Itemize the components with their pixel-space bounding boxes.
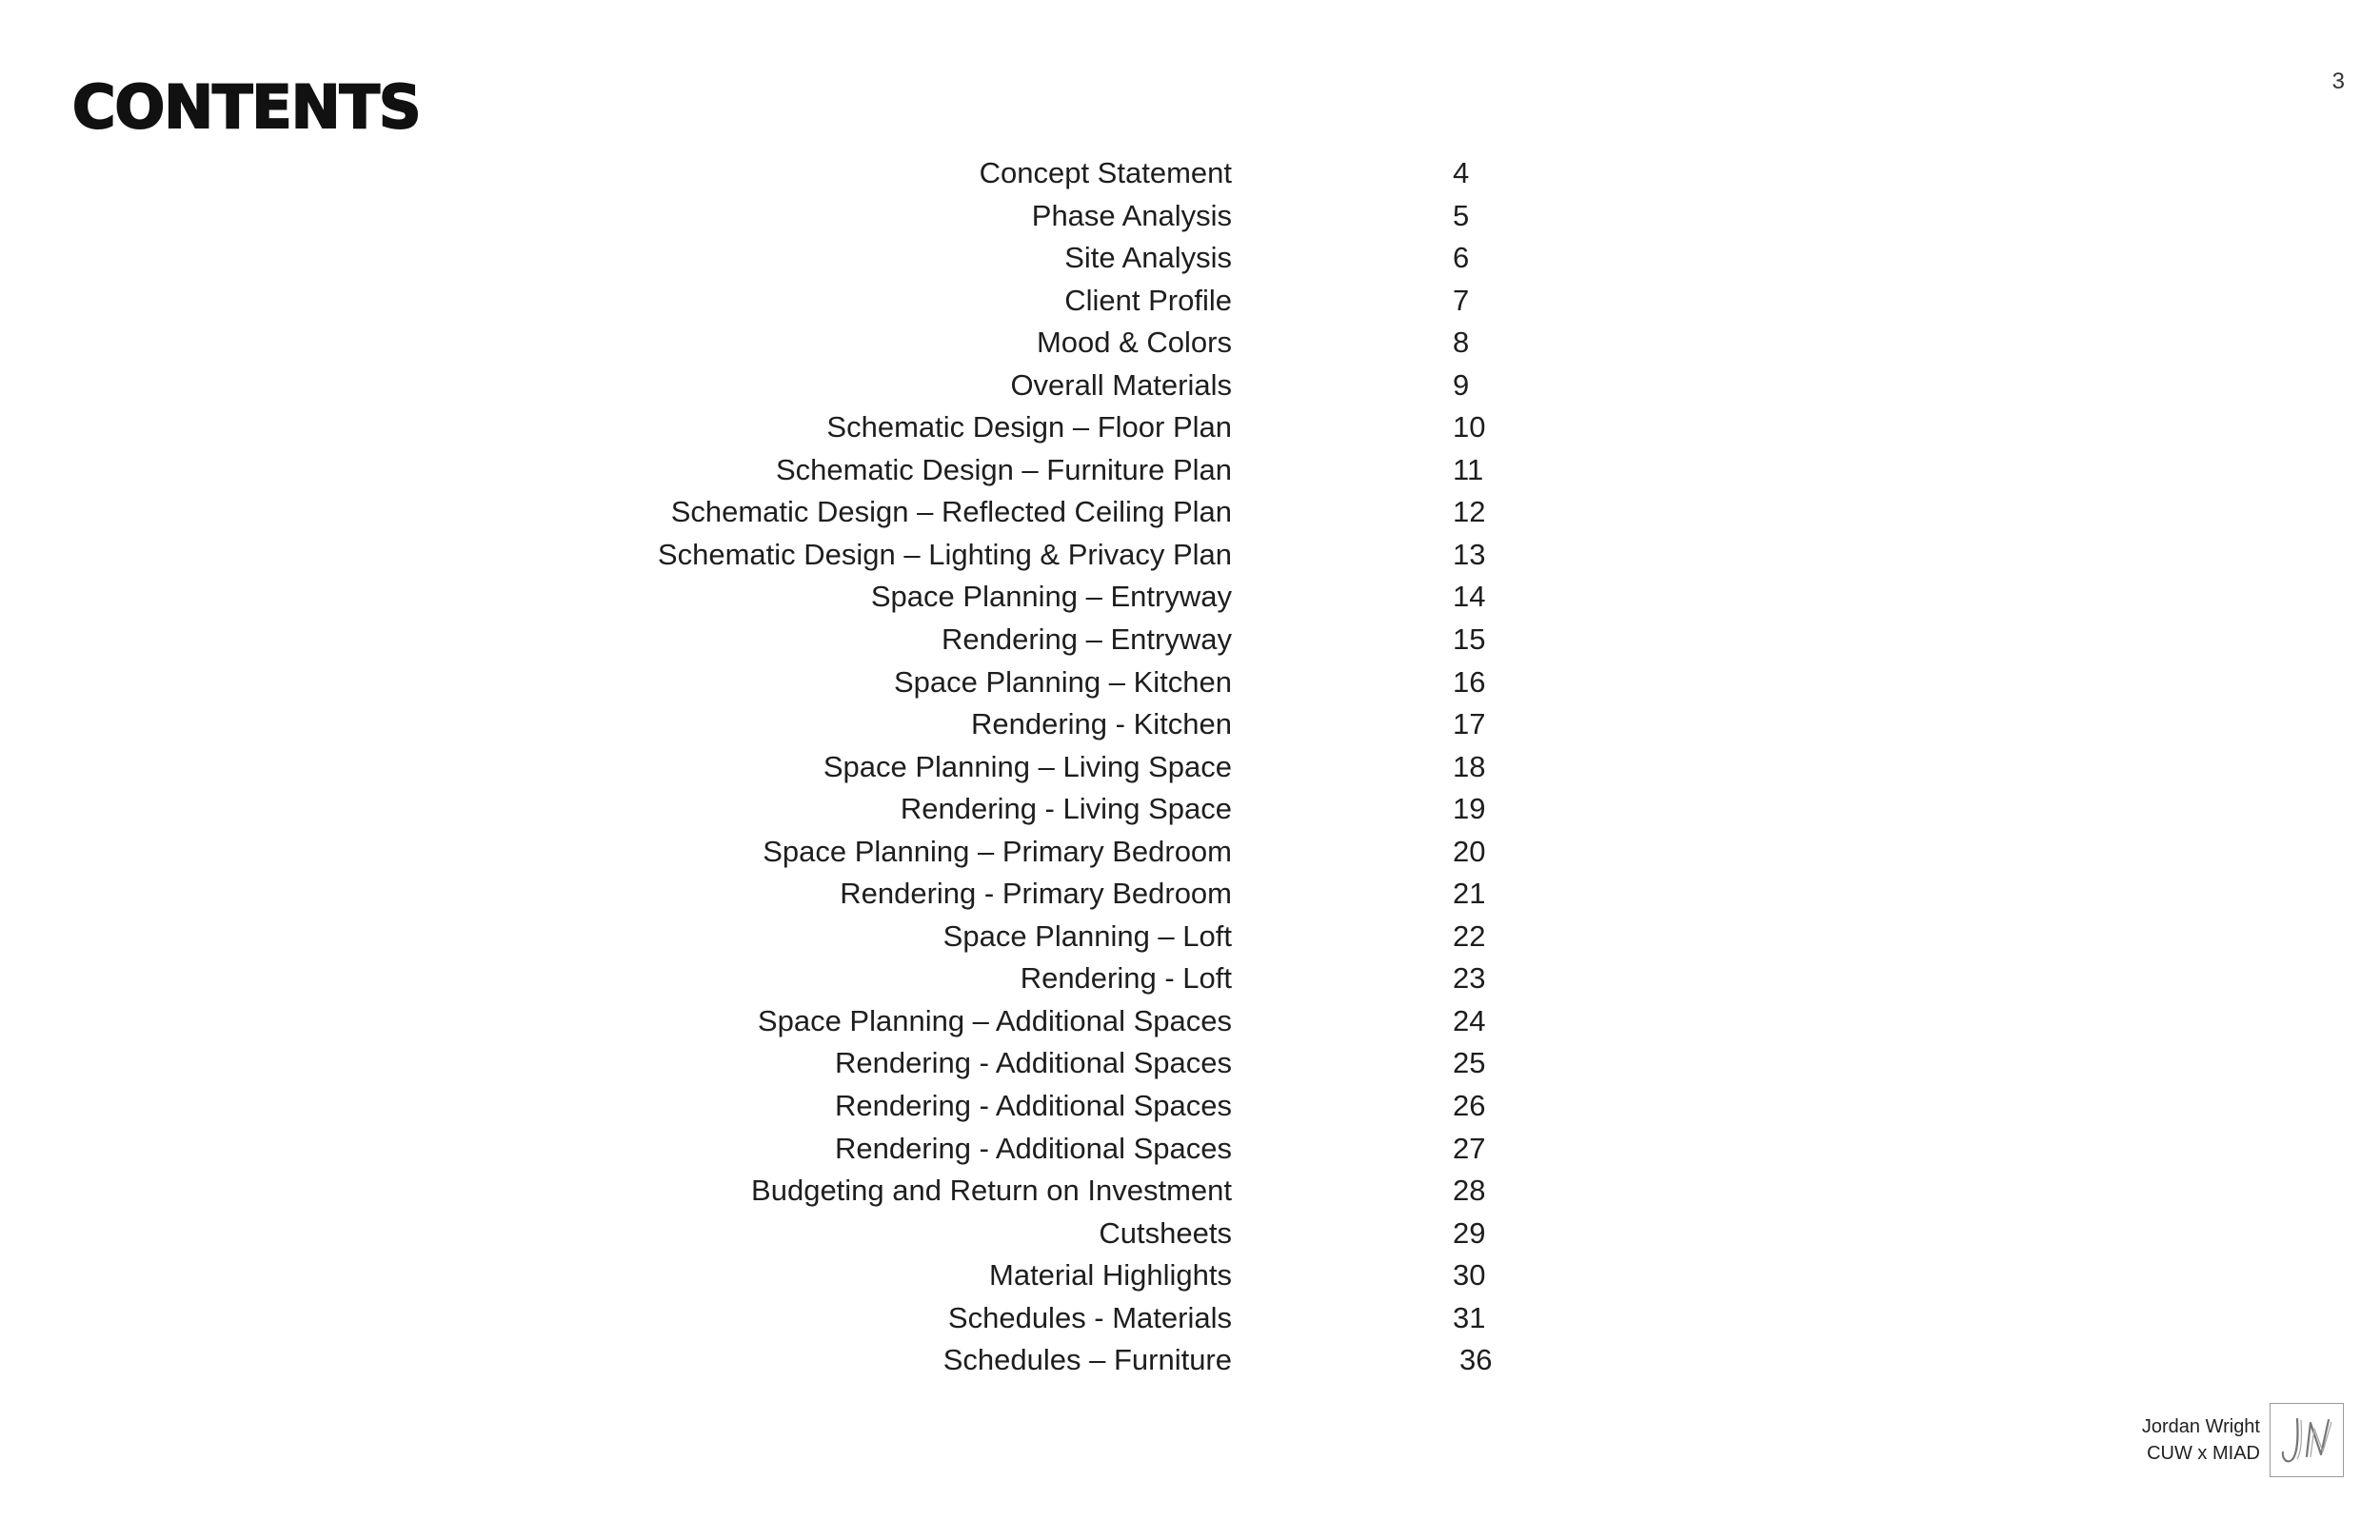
toc-entry-page: 13 [1453,537,1486,571]
toc-entry[interactable] [0,280,1618,323]
toc-entry[interactable] [0,1042,1618,1085]
toc-entry-page: 28 [1453,1174,1486,1208]
toc-entry-label: Concept Statement [979,156,1232,189]
toc-entry-page: 10 [1453,410,1486,444]
toc-entry-label: Rendering - Primary Bedroom [840,877,1232,911]
toc-entry-page: 25 [1453,1046,1486,1080]
toc-entry-page: 9 [1453,367,1470,402]
toc-entry-label: Budgeting and Return on Investment [751,1174,1232,1208]
toc-entry-page: 20 [1453,834,1486,868]
toc-entry-label: Rendering - Additional Spaces [834,1046,1232,1080]
toc-entry-label: Cutsheets [1099,1215,1232,1250]
toc-entry-label: Rendering - Additional Spaces [834,1131,1232,1165]
page-number: 3 [2331,69,2345,94]
toc-entry[interactable] [0,916,1618,958]
toc-entry-label: Schedules – Furniture [942,1343,1232,1377]
affiliation: CUW x MIAD [2147,1443,2260,1464]
table-of-contents [0,152,1618,1382]
toc-entry[interactable] [0,576,1618,619]
toc-entry-label: Space Planning – Loft [942,918,1232,953]
toc-entry[interactable] [0,1254,1618,1297]
toc-entry[interactable] [0,873,1618,916]
toc-entry-page: 31 [1453,1300,1486,1334]
toc-entry-page: 22 [1453,918,1486,953]
toc-entry-page: 21 [1453,877,1486,911]
toc-entry-label: Material Highlights [989,1258,1232,1293]
toc-entry-page: 29 [1453,1215,1486,1250]
toc-entry[interactable] [0,788,1618,831]
toc-entry[interactable] [0,195,1618,238]
toc-entry-label: Rendering - Living Space [900,792,1232,826]
toc-entry[interactable] [0,1000,1618,1043]
footer-credits [2142,1413,2260,1467]
toc-entry-page: 23 [1453,961,1486,996]
toc-entry[interactable] [0,1170,1618,1213]
jw-monogram-icon [2270,1403,2344,1477]
toc-entry-label: Space Planning – Primary Bedroom [763,834,1232,868]
toc-entry-page: 4 [1453,156,1470,189]
toc-entry-page: 15 [1453,622,1486,657]
toc-entry-page: 24 [1453,1003,1486,1037]
toc-entry-label: Phase Analysis [1031,198,1232,232]
toc-entry[interactable] [0,746,1618,789]
toc-entry-page: 7 [1453,283,1470,317]
toc-entry[interactable] [0,449,1618,492]
toc-entry[interactable] [0,1339,1618,1382]
toc-entry-page: 5 [1453,198,1470,232]
footer [2142,1401,2344,1479]
toc-entry-label: Space Planning – Additional Spaces [757,1003,1232,1037]
toc-entry[interactable] [0,237,1618,280]
toc-entry[interactable] [0,831,1618,874]
toc-entry-label: Site Analysis [1064,241,1232,275]
toc-entry[interactable] [0,1297,1618,1340]
toc-entry-label: Mood & Colors [1036,326,1232,360]
toc-entry-page: 36 [1459,1343,1493,1377]
page-title: CONTENTS [72,72,421,142]
toc-entry-page: 6 [1453,241,1470,275]
toc-entry-label: Schematic Design – Floor Plan [826,410,1232,444]
toc-entry-page: 16 [1453,664,1486,699]
toc-entry-label: Space Planning – Entryway [870,580,1232,614]
toc-entry-page: 30 [1453,1258,1486,1293]
toc-entry-label: Rendering - Additional Spaces [834,1089,1232,1123]
toc-entry[interactable] [0,322,1618,365]
toc-entry[interactable] [0,661,1618,704]
toc-entry[interactable] [0,365,1618,407]
toc-entry-page: 12 [1453,495,1486,529]
toc-entry[interactable] [0,406,1618,449]
toc-entry-page: 27 [1453,1131,1486,1165]
toc-entry-label: Space Planning – Kitchen [893,664,1232,699]
toc-entry-label: Client Profile [1064,283,1232,317]
toc-entry-page: 11 [1453,452,1484,486]
toc-entry-page: 19 [1453,792,1486,826]
toc-entry-page: 18 [1453,749,1486,783]
toc-entry[interactable] [0,1213,1618,1255]
toc-entry-page: 8 [1453,326,1470,360]
toc-entry-label: Overall Materials [1010,367,1232,402]
toc-entry-label: Schematic Design – Reflected Ceiling Plan [670,495,1232,529]
toc-entry[interactable] [0,958,1618,1000]
toc-entry[interactable] [0,703,1618,746]
toc-entry-label: Space Planning – Living Space [823,749,1232,783]
toc-entry[interactable] [0,619,1618,661]
toc-entry-label: Schedules - Materials [947,1300,1232,1334]
toc-entry[interactable] [0,491,1618,534]
toc-entry[interactable] [0,1085,1618,1128]
toc-entry-label: Rendering - Kitchen [971,707,1232,741]
toc-entry-page: 26 [1453,1089,1486,1123]
toc-entry-page: 17 [1453,707,1486,741]
author-name: Jordan Wright [2141,1416,2260,1437]
toc-entry-label: Schematic Design – Furniture Plan [775,452,1232,486]
toc-entry[interactable] [0,534,1618,577]
toc-entry-label: Rendering – Entryway [942,622,1232,657]
toc-entry-label: Rendering - Loft [1020,961,1232,996]
toc-entry-label: Schematic Design – Lighting & Privacy Plan [657,537,1232,571]
toc-entry[interactable] [0,152,1618,195]
toc-entry[interactable] [0,1128,1618,1171]
toc-entry-page: 14 [1453,580,1486,614]
